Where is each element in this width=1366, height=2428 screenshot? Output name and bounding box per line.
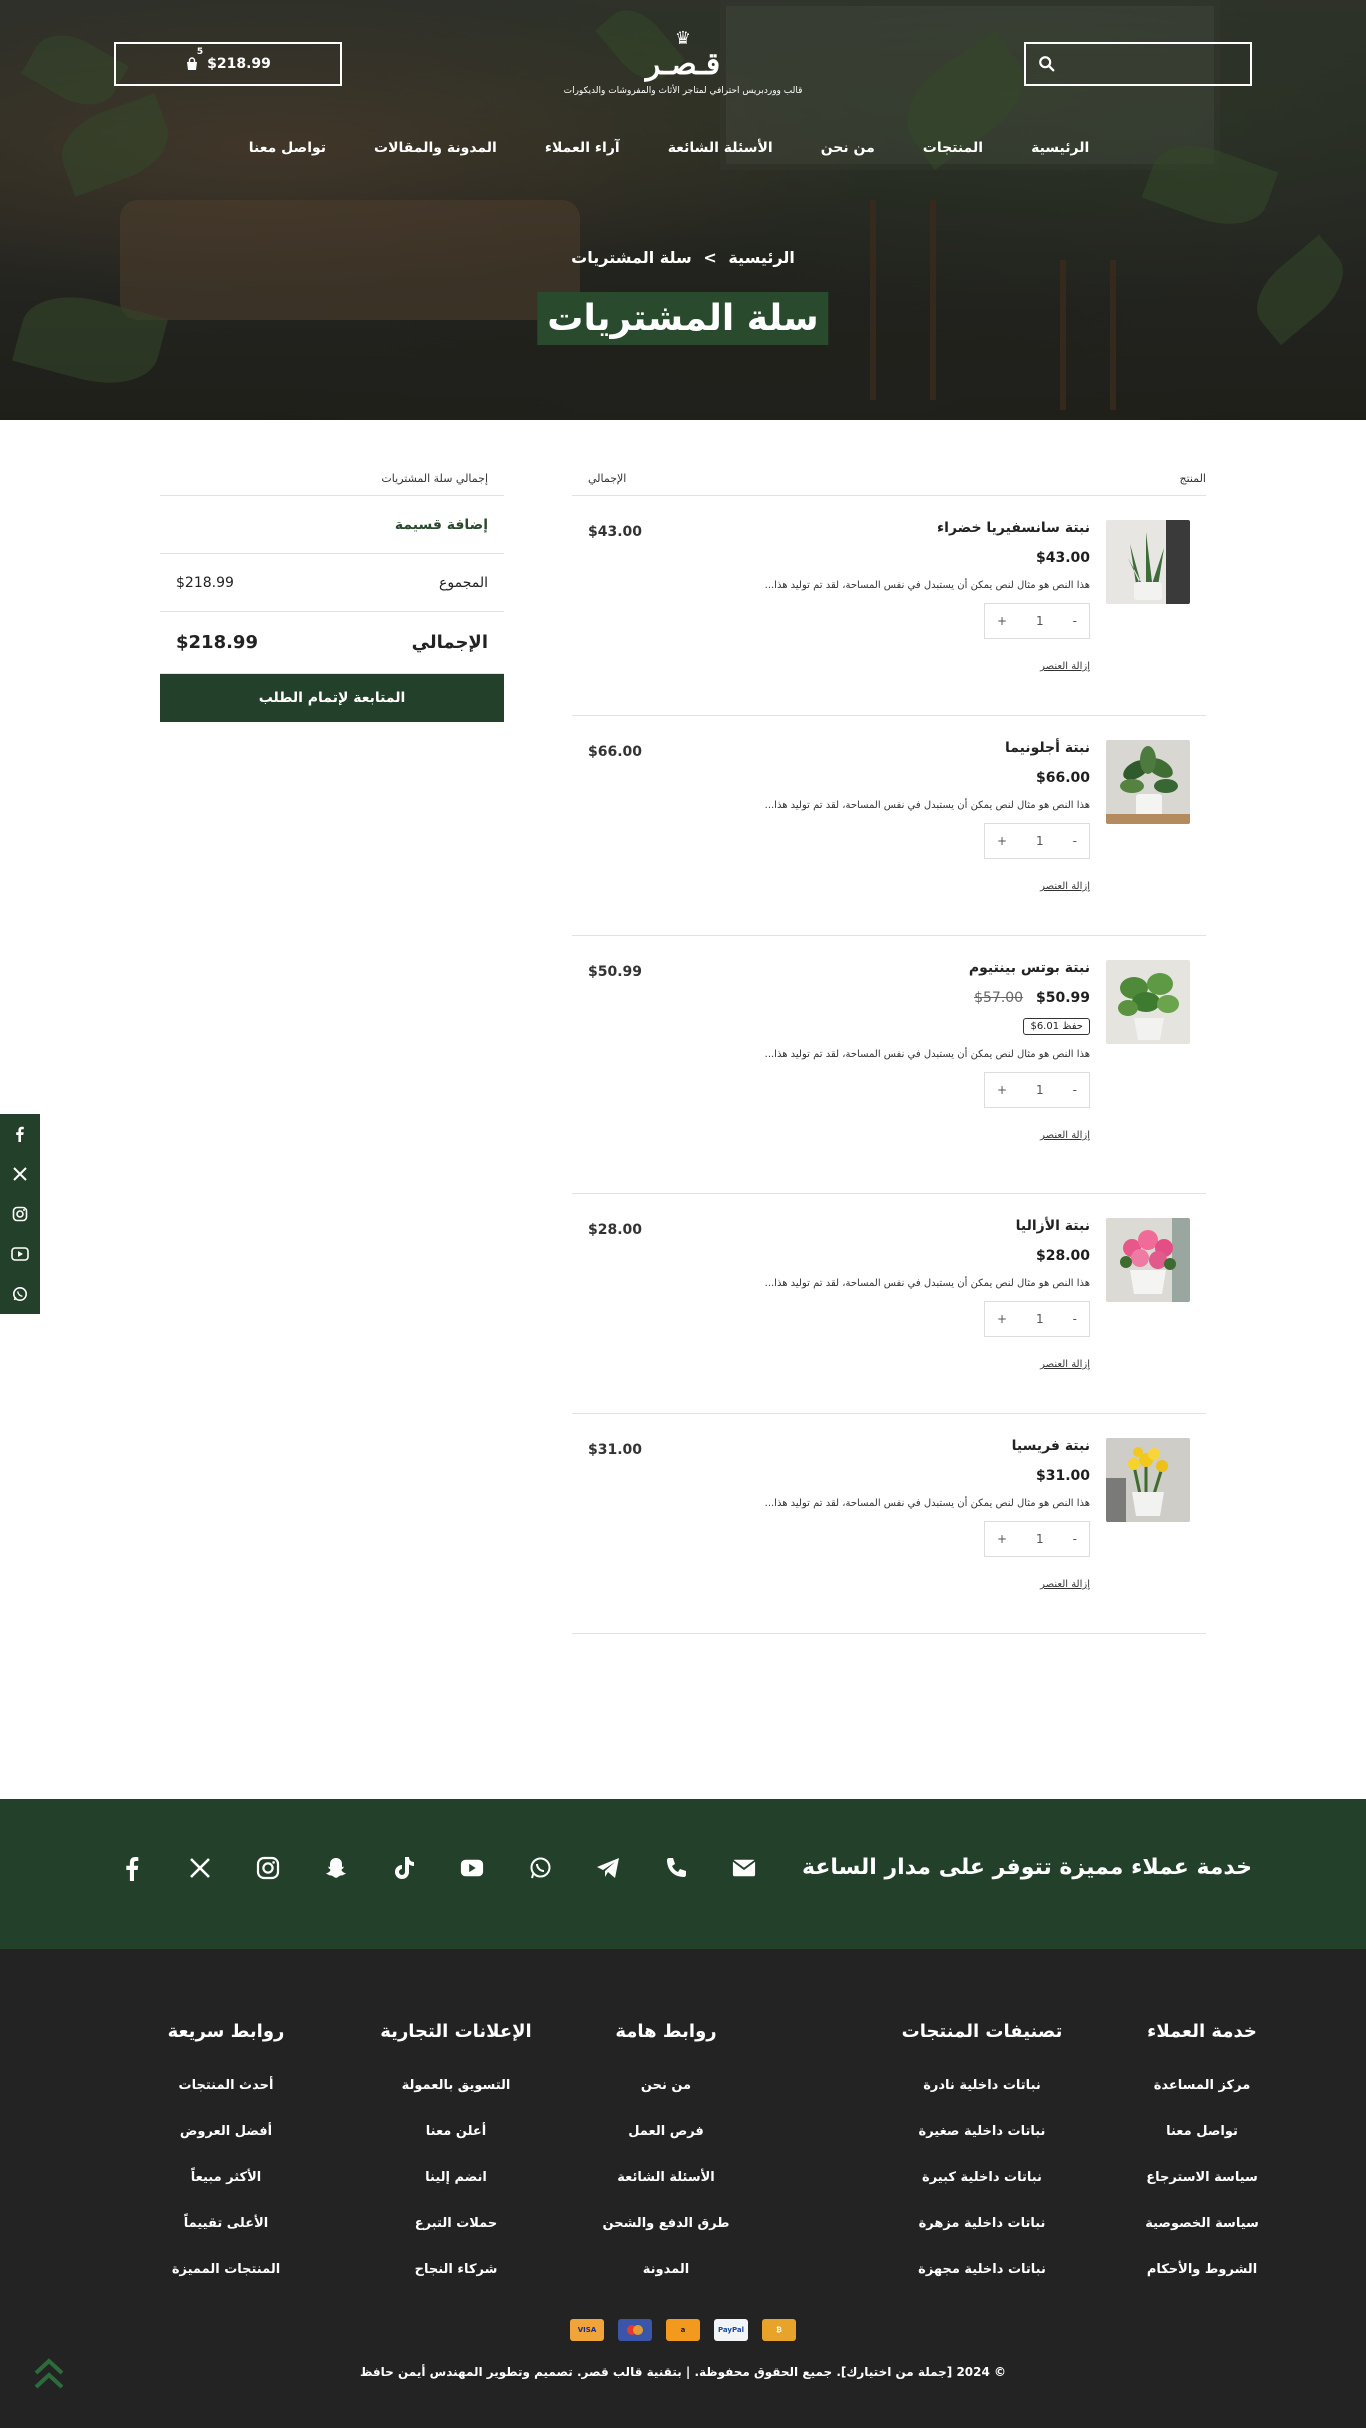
footer-column-categories [872, 2021, 1092, 2308]
item-total: $66.00 [588, 744, 643, 760]
footer-link[interactable]: طرق الدفع والشحن [602, 2216, 730, 2231]
nav-item-products[interactable]: المنتجات [922, 140, 984, 156]
whatsapp-icon[interactable] [0, 1274, 40, 1314]
cart-count-badge: 5 [196, 47, 204, 57]
price-current: $28.00 [1035, 1248, 1090, 1264]
cart-item [572, 1414, 1206, 1634]
support-icons [120, 1856, 756, 1880]
footer-link[interactable]: المنتجات المميزة [171, 2262, 281, 2277]
footer-link[interactable]: المدونة [642, 2262, 690, 2277]
telegram-icon[interactable] [596, 1856, 620, 1880]
footer-link[interactable]: سياسة الاسترجاع [1146, 2170, 1258, 2185]
total-value: $218.99 [176, 632, 258, 653]
cart-item-info [710, 1218, 1090, 1370]
cart-item [572, 936, 1206, 1194]
social-float-bar [0, 1114, 40, 1314]
total-label: الإجمالي [411, 632, 488, 653]
footer-link[interactable]: نباتات داخلية مزهرة [918, 2216, 1046, 2231]
product-name[interactable]: نبتة فريسيا [1011, 1438, 1090, 1454]
quantity-stepper [984, 1072, 1090, 1108]
qty-minus-button[interactable]: - [1072, 1083, 1077, 1097]
breadcrumb [0, 248, 1366, 267]
remove-item-link[interactable]: إزالة العنصر [1040, 1579, 1090, 1590]
product-thumbnail[interactable] [1106, 1218, 1190, 1302]
product-price [710, 1468, 1090, 1484]
nav-item-about[interactable]: من نحن [820, 140, 875, 156]
quantity-stepper [984, 1301, 1090, 1337]
footer-link[interactable]: أحدث المنتجات [178, 2078, 274, 2093]
qty-value[interactable]: 1 [1036, 1083, 1044, 1097]
subtotal-value: $218.99 [176, 574, 234, 591]
paypal-icon: PayPal [714, 2319, 748, 2341]
nav-item-home[interactable]: الرئيسية [1031, 140, 1090, 156]
save-badge: حفظ 6.01$ [1023, 1018, 1090, 1035]
whatsapp-icon[interactable] [528, 1856, 552, 1880]
qty-plus-button[interactable]: + [997, 834, 1008, 848]
footer-link[interactable]: نباتات داخلية صغيرة [918, 2124, 1046, 2139]
cart-item-info [710, 1438, 1090, 1590]
price-old: $57.00 [974, 990, 1024, 1006]
coupon-row [160, 496, 504, 554]
logo-name: قـصـر [645, 47, 721, 82]
facebook-icon[interactable] [120, 1856, 144, 1880]
footer-link[interactable]: التسويق بالعمولة [401, 2078, 511, 2093]
footer-column-ads [346, 2021, 566, 2308]
nav-item-faq[interactable]: الأسئلة الشائعة [667, 140, 773, 156]
cart-item-info [710, 960, 1090, 1141]
crown-icon: ♛ [674, 28, 692, 49]
footer-column-title: الإعلانات التجارية [380, 2021, 532, 2042]
col-product: المنتج [1179, 472, 1206, 485]
instagram-icon[interactable] [0, 1194, 40, 1234]
footer-link[interactable]: الأسئلة الشائعة [617, 2170, 715, 2185]
cart-item-info [710, 520, 1090, 672]
cart-item [572, 496, 1206, 716]
cart-table-header [572, 472, 1206, 496]
product-thumbnail[interactable] [1106, 960, 1190, 1044]
product-thumbnail[interactable] [1106, 520, 1190, 604]
add-coupon-link[interactable]: إضافة قسيمة [394, 516, 488, 533]
logo-tagline: قالب ووردبريس احترافي لمتاجر الأثاث والمفروشات والديكورات [563, 86, 803, 96]
main-nav [0, 140, 1366, 156]
nav-item-reviews[interactable]: آراء العملاء [544, 140, 620, 156]
product-price [710, 990, 1090, 1006]
cart-item-info [710, 740, 1090, 892]
footer-link[interactable]: أعلن معنا [425, 2124, 487, 2139]
cart-total: $218.99 [207, 56, 271, 72]
nav-item-contact[interactable]: تواصل معنا [248, 140, 327, 156]
qty-plus-button[interactable]: + [997, 1532, 1008, 1546]
checkout-button[interactable]: المتابعة لإتمام الطلب [160, 674, 504, 722]
page-title: سلة المشتريات [537, 292, 828, 345]
footer-column-title: روابط سريعة [167, 2021, 285, 2042]
search-box [1024, 42, 1252, 86]
item-total: $28.00 [588, 1222, 643, 1238]
footer-link[interactable]: نباتات داخلية نادرة [923, 2078, 1041, 2093]
facebook-icon[interactable] [0, 1114, 40, 1154]
product-description: هذا النص هو مثال لنص يمكن أن يستبدل في نفس المساحة، لقد تم توليد هذا... [764, 1278, 1090, 1289]
footer-link[interactable]: نباتات داخلية مجهزة [918, 2262, 1046, 2277]
visa-icon: VISA [570, 2319, 604, 2341]
item-total: $31.00 [588, 1442, 643, 1458]
shopping-bag-icon [185, 47, 204, 71]
total-row [160, 612, 504, 674]
footer-link[interactable]: انضم إلينا [425, 2170, 487, 2185]
snapchat-icon[interactable] [324, 1856, 348, 1880]
youtube-icon[interactable] [0, 1234, 40, 1274]
product-description: هذا النص هو مثال لنص يمكن أن يستبدل في نفس المساحة، لقد تم توليد هذا... [764, 1498, 1090, 1509]
product-price [710, 770, 1090, 786]
qty-minus-button[interactable]: - [1072, 1312, 1077, 1326]
bitcoin-icon: ₿ [762, 2319, 796, 2341]
product-description: هذا النص هو مثال لنص يمكن أن يستبدل في نفس المساحة، لقد تم توليد هذا... [764, 580, 1090, 591]
payment-methods [570, 2319, 796, 2341]
product-price [710, 1248, 1090, 1264]
quantity-stepper [984, 1521, 1090, 1557]
support-band [0, 1799, 1366, 1949]
breadcrumb-current: سلة المشتريات [571, 248, 692, 267]
footer-column-title: روابط هامة [615, 2021, 717, 2042]
remove-item-link[interactable]: إزالة العنصر [1040, 1359, 1090, 1370]
nav-item-blog[interactable]: المدونة والمقالات [374, 140, 497, 156]
product-description: هذا النص هو مثال لنص يمكن أن يستبدل في نفس المساحة، لقد تم توليد هذا... [764, 1049, 1090, 1060]
product-name[interactable]: نبتة سانسفيريا خضراء [936, 520, 1090, 536]
x-icon[interactable] [0, 1154, 40, 1194]
qty-plus-button[interactable]: + [997, 1083, 1008, 1097]
footer-column-title: خدمة العملاء [1147, 2021, 1257, 2042]
search-icon[interactable] [1038, 55, 1056, 73]
qty-value[interactable]: 1 [1036, 1532, 1044, 1546]
back-to-top-chevrons-icon[interactable] [32, 2355, 66, 2395]
cart-summary [160, 472, 504, 722]
product-name[interactable]: نبتة أجلونيما [1004, 740, 1090, 756]
tiktok-icon[interactable] [392, 1856, 416, 1880]
remove-item-link[interactable]: إزالة العنصر [1040, 881, 1090, 892]
email-icon[interactable] [732, 1856, 756, 1880]
quantity-stepper [984, 823, 1090, 859]
footer-link[interactable]: الشروط والأحكام [1146, 2262, 1258, 2277]
footer-link[interactable]: حملات التبرع [414, 2216, 498, 2231]
footer-link[interactable]: مركز المساعدة [1153, 2078, 1251, 2093]
cart-items [572, 472, 1206, 1634]
site-footer [0, 1949, 1366, 2428]
footer-link[interactable]: الأكثر مبيعاً [190, 2170, 262, 2185]
footer-link[interactable]: فرص العمل [628, 2124, 704, 2139]
x-icon[interactable] [188, 1856, 212, 1880]
search-input[interactable] [1056, 57, 1238, 72]
qty-value[interactable]: 1 [1036, 1312, 1044, 1326]
product-thumbnail[interactable] [1106, 1438, 1190, 1522]
hero-banner [0, 0, 1366, 420]
cart-item [572, 716, 1206, 936]
qty-plus-button[interactable]: + [997, 1312, 1008, 1326]
qty-minus-button[interactable]: - [1072, 1532, 1077, 1546]
price-current: $43.00 [1035, 550, 1090, 566]
footer-link[interactable]: شركاء النجاح [414, 2262, 498, 2277]
product-name[interactable]: نبتة بوتس بينتيوم [968, 960, 1090, 976]
item-total: $43.00 [588, 524, 643, 540]
mastercard-icon [618, 2319, 652, 2341]
footer-link[interactable]: الأعلى تقييماً [183, 2216, 269, 2231]
support-title: خدمة عملاء مميزة تتوفر على مدار الساعة [802, 1855, 1252, 1880]
col-total: الإجمالي [588, 472, 627, 485]
breadcrumb-separator: > [703, 248, 717, 267]
youtube-icon[interactable] [460, 1856, 484, 1880]
footer-link[interactable]: سياسة الخصوصية [1145, 2216, 1259, 2231]
footer-column-customer-service [1092, 2021, 1312, 2308]
phone-icon[interactable] [664, 1856, 688, 1880]
subtotal-row [160, 554, 504, 612]
product-name[interactable]: نبتة الأزاليا [1015, 1218, 1090, 1234]
product-thumbnail[interactable] [1106, 740, 1190, 824]
footer-link[interactable]: نباتات داخلية كبيرة [922, 2170, 1042, 2185]
copyright-text: © 2024 [جملة من اختيارك]. جميع الحقوق محفوظة. | بتقنية قالب قصر. تصميم وتطوير المهندس أيمن حافظ [359, 2365, 1007, 2379]
qty-minus-button[interactable]: - [1072, 614, 1077, 628]
price-current: $66.00 [1035, 770, 1090, 786]
qty-value[interactable]: 1 [1036, 614, 1044, 628]
footer-link[interactable]: أفضل العروض [179, 2124, 273, 2139]
quantity-stepper [984, 603, 1090, 639]
header-cart-button[interactable] [114, 42, 342, 86]
cart-item [572, 1194, 1206, 1414]
remove-item-link[interactable]: إزالة العنصر [1040, 1130, 1090, 1141]
footer-column-important-links [556, 2021, 776, 2308]
remove-item-link[interactable]: إزالة العنصر [1040, 661, 1090, 672]
amazon-pay-icon: a [666, 2319, 700, 2341]
qty-minus-button[interactable]: - [1072, 834, 1077, 848]
footer-column-quick-links [116, 2021, 336, 2308]
price-current: $50.99 [1035, 990, 1090, 1006]
header-topbar [0, 28, 1366, 96]
item-total: $50.99 [588, 964, 643, 980]
footer-column-title: تصنيفات المنتجات [901, 2021, 1063, 2042]
product-description: هذا النص هو مثال لنص يمكن أن يستبدل في نفس المساحة، لقد تم توليد هذا... [764, 800, 1090, 811]
price-current: $31.00 [1035, 1468, 1090, 1484]
instagram-icon[interactable] [256, 1856, 280, 1880]
subtotal-label: المجموع [439, 574, 488, 591]
product-price [710, 550, 1090, 566]
qty-plus-button[interactable]: + [997, 614, 1008, 628]
footer-link[interactable]: من نحن [640, 2078, 692, 2093]
footer-link[interactable]: تواصل معنا [1166, 2124, 1238, 2139]
qty-value[interactable]: 1 [1036, 834, 1044, 848]
site-logo[interactable] [553, 30, 813, 96]
summary-heading: إجمالي سلة المشتريات [160, 472, 504, 496]
breadcrumb-home[interactable]: الرئيسية [728, 248, 795, 267]
